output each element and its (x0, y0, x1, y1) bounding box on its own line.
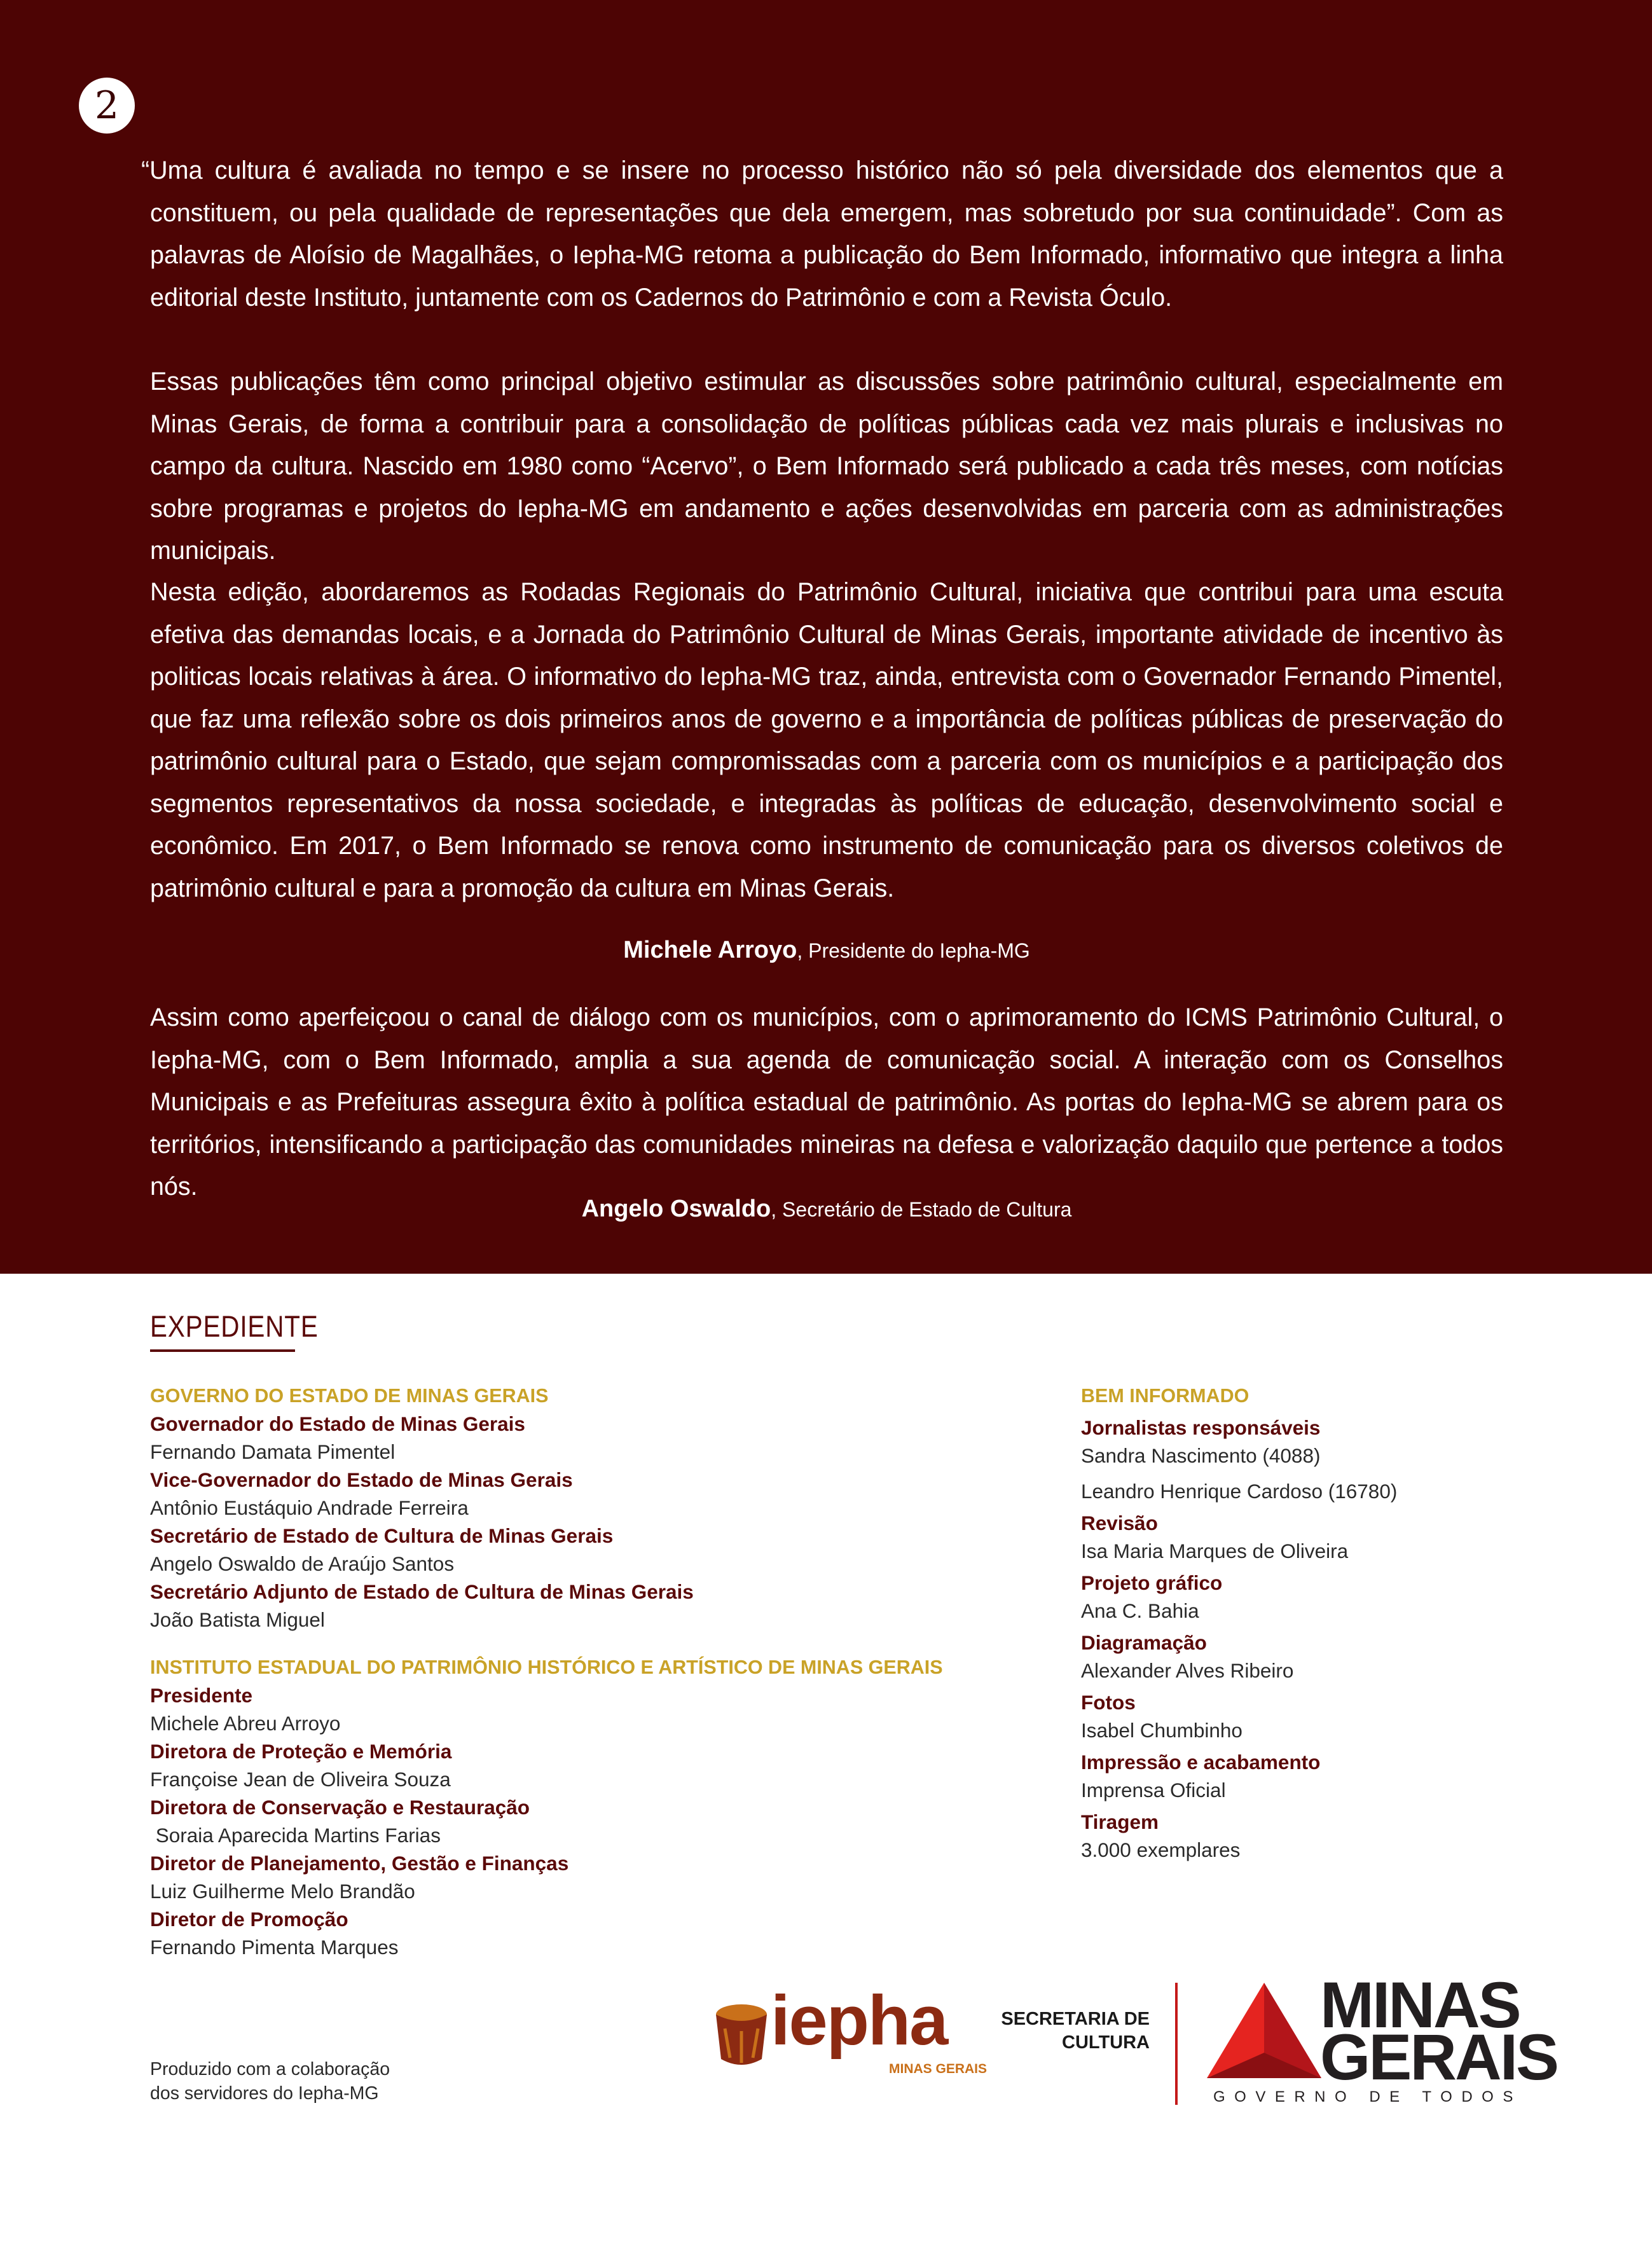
secretaria-label: CULTURA (1062, 2032, 1150, 2053)
iepha-logo-text: iepha (771, 1981, 947, 2060)
iepha-logo-subtitle: MINAS GERAIS (889, 2062, 988, 2076)
credit-role: Secretário Adjunto de Estado de Cultura de Minas Gerais (150, 1580, 694, 1603)
credit-name: Isabel Chumbinho (1081, 1719, 1242, 1742)
credit-role: Governador do Estado de Minas Gerais (150, 1412, 525, 1435)
editorial-paragraph-1: “Uma cultura é avaliada no tempo e se insere no processo histórico não só pela diversidade dos elementos que a constituem, ou pela qualidade de representações que dela emergem, mas sobretudo por sua continuidade”. Com as palavras de Aloísio de Magalhães, o Iepha-MG retoma a publicação do Bem Informado, informativo que integra a linha editorial deste Instituto, juntamente com os Cadernos do Patrimônio e com a Revista Óculo. (141, 156, 1503, 312)
credit-name: Sandra Nascimento (4088) (1081, 1444, 1321, 1467)
credit-role: Diretor de Planejamento, Gestão e Finanças (150, 1852, 569, 1875)
credit-entry (1081, 1509, 1590, 1565)
credit-entry (150, 1681, 1040, 1737)
page-number-badge: 2 (79, 78, 135, 134)
credit-entry (1081, 1629, 1590, 1685)
credit-entry (1081, 1748, 1590, 1804)
credit-entry (150, 1466, 1040, 1522)
minas-gerais-logo-text: MINAS (1320, 1969, 1520, 2041)
signature-role: , Presidente do Iepha-MG (797, 939, 1030, 962)
signature-president (150, 935, 1503, 965)
iepha-drum-icon (711, 2001, 774, 2070)
credit-role: Vice-Governador do Estado de Minas Gerais (150, 1468, 573, 1491)
credit-name: Leandro Henrique Cardoso (16780) (1081, 1480, 1398, 1503)
credit-name: Ana C. Bahia (1081, 1599, 1199, 1622)
signature-name: Michele Arroyo (623, 937, 797, 963)
credit-name: Luiz Guilherme Melo Brandão (150, 1880, 415, 1903)
credit-name: Françoise Jean de Oliveira Souza (150, 1768, 451, 1791)
minas-gerais-triangle-icon (1207, 1983, 1321, 2078)
credit-role: Revisão (1081, 1512, 1158, 1534)
credit-entry (150, 1578, 1040, 1634)
credit-entry (150, 1849, 1040, 1905)
credit-role: Diagramação (1081, 1631, 1207, 1654)
credit-entry (1081, 1808, 1590, 1864)
credit-entry (1081, 1569, 1590, 1625)
section-heading-bem-informado: BEM INFORMADO (1081, 1385, 1249, 1407)
production-credit-line: dos servidores do Iepha-MG (150, 2083, 379, 2104)
credit-role: Presidente (150, 1684, 253, 1707)
expediente-underline (150, 1349, 295, 1352)
credit-entry (150, 1737, 1040, 1793)
credit-entry (150, 1522, 1040, 1578)
credit-entry (1081, 1688, 1590, 1744)
credit-entry (1081, 1414, 1590, 1505)
signature-secretary (150, 1194, 1503, 1224)
logo-divider (1175, 1983, 1178, 2105)
signature-name: Angelo Oswaldo (581, 1195, 771, 1222)
signature-role: , Secretário de Estado de Cultura (771, 1198, 1072, 1221)
credit-role: Jornalistas responsáveis (1081, 1416, 1321, 1439)
credit-name: Fernando Damata Pimentel (150, 1440, 396, 1463)
section-heading-instituto: INSTITUTO ESTADUAL DO PATRIMÔNIO HISTÓRICO E ARTÍSTICO DE MINAS GERAIS (150, 1657, 943, 1678)
credit-role: Fotos (1081, 1691, 1136, 1714)
credit-role: Impressão e acabamento (1081, 1751, 1321, 1774)
expediente-title: EXPEDIENTE (150, 1309, 319, 1343)
expediente-left-column (150, 1382, 1040, 1961)
minas-gerais-logo-text: GERAIS (1320, 2021, 1558, 2093)
credit-name: João Batista Miguel (150, 1608, 325, 1631)
editorial-paragraph-3: Nesta edição, abordaremos as Rodadas Regionais do Patrimônio Cultural, iniciativa que contribui para uma escuta efetiva das demandas locais, e a Jornada do Patrimônio Cultural de Minas Gerais, importante atividade de incentivo às politicas locais relativas à área. O informativo do Iepha-MG traz, ainda, entrevista com o Governador Fernando Pimentel, que faz uma reflexão sobre os dois primeiros anos de governo e a importância de políticas públicas de preservação do patrimônio cultural para o Estado, que sejam compromissadas com a parceria com os municípios e a participação dos segmentos representativos da nossa sociedade, e integradas às políticas de educação, desenvolvimento social e econômico. Em 2017, o Bem Informado se renova como instrumento de comunicação para os diversos coletivos de patrimônio cultural e para a promoção da cultura em Minas Gerais. (150, 578, 1503, 902)
minas-gerais-logo-tagline: GOVERNO DE TODOS (1213, 2088, 1522, 2105)
credit-name: Soraia Aparecida Martins Farias (150, 1824, 441, 1847)
credit-entry (150, 1905, 1040, 1961)
production-credit-line: Produzido com a colaboração (150, 2059, 390, 2079)
credit-name: Fernando Pimenta Marques (150, 1936, 399, 1959)
credit-role: Diretor de Promoção (150, 1908, 348, 1931)
credit-name: Michele Abreu Arroyo (150, 1712, 341, 1735)
credit-entry (150, 1410, 1040, 1466)
credit-name: Imprensa Oficial (1081, 1779, 1226, 1802)
credit-name: 3.000 exemplares (1081, 1838, 1241, 1861)
editorial-paragraph-2: Essas publicações têm como principal objetivo estimular as discussões sobre patrimônio cultural, especialmente em Minas Gerais, de forma a contribuir para a consolidação de políticas públicas cada vez mais plurais e inclusivas no campo da cultura. Nascido em 1980 como “Acervo”, o Bem Informado será publicado a cada três meses, com notícias sobre programas e projetos do Iepha-MG em andamento e ações desenvolvidas em parceria com as administrações municipais. (150, 368, 1503, 565)
secretaria-label: SECRETARIA DE (1001, 2009, 1150, 2029)
credit-name: Antônio Eustáquio Andrade Ferreira (150, 1496, 469, 1519)
production-credit (150, 2057, 390, 2105)
credit-role: Secretário de Estado de Cultura de Minas Gerais (150, 1524, 614, 1547)
credit-name: Alexander Alves Ribeiro (1081, 1659, 1294, 1682)
credit-entry (150, 1793, 1040, 1849)
credit-role: Tiragem (1081, 1810, 1159, 1833)
credit-name: Isa Maria Marques de Oliveira (1081, 1540, 1349, 1562)
credit-role: Diretora de Proteção e Memória (150, 1740, 452, 1763)
credit-role: Projeto gráfico (1081, 1571, 1223, 1594)
spacer (150, 1634, 1040, 1653)
expediente-right-column (1081, 1382, 1590, 1864)
credit-name: Angelo Oswaldo de Araújo Santos (150, 1552, 455, 1575)
section-heading-governo: GOVERNO DO ESTADO DE MINAS GERAIS (150, 1385, 549, 1407)
editorial-paragraph-4: Assim como aperfeiçoou o canal de diálogo com os municípios, com o aprimoramento do ICMS Patrimônio Cultural, o Iepha-MG, com o Bem Informado, amplia a sua agenda de comunicação social. A interação com os Conselhos Municipais e as Prefeituras assegura êxito à política estadual de patrimônio. As portas do Iepha-MG se abrem para os territórios, intensificando a participação das comunidades mineiras na defesa e valorização daquilo que pertence a todos nós. (150, 1003, 1503, 1201)
credit-role: Diretora de Conservação e Restauração (150, 1796, 530, 1819)
